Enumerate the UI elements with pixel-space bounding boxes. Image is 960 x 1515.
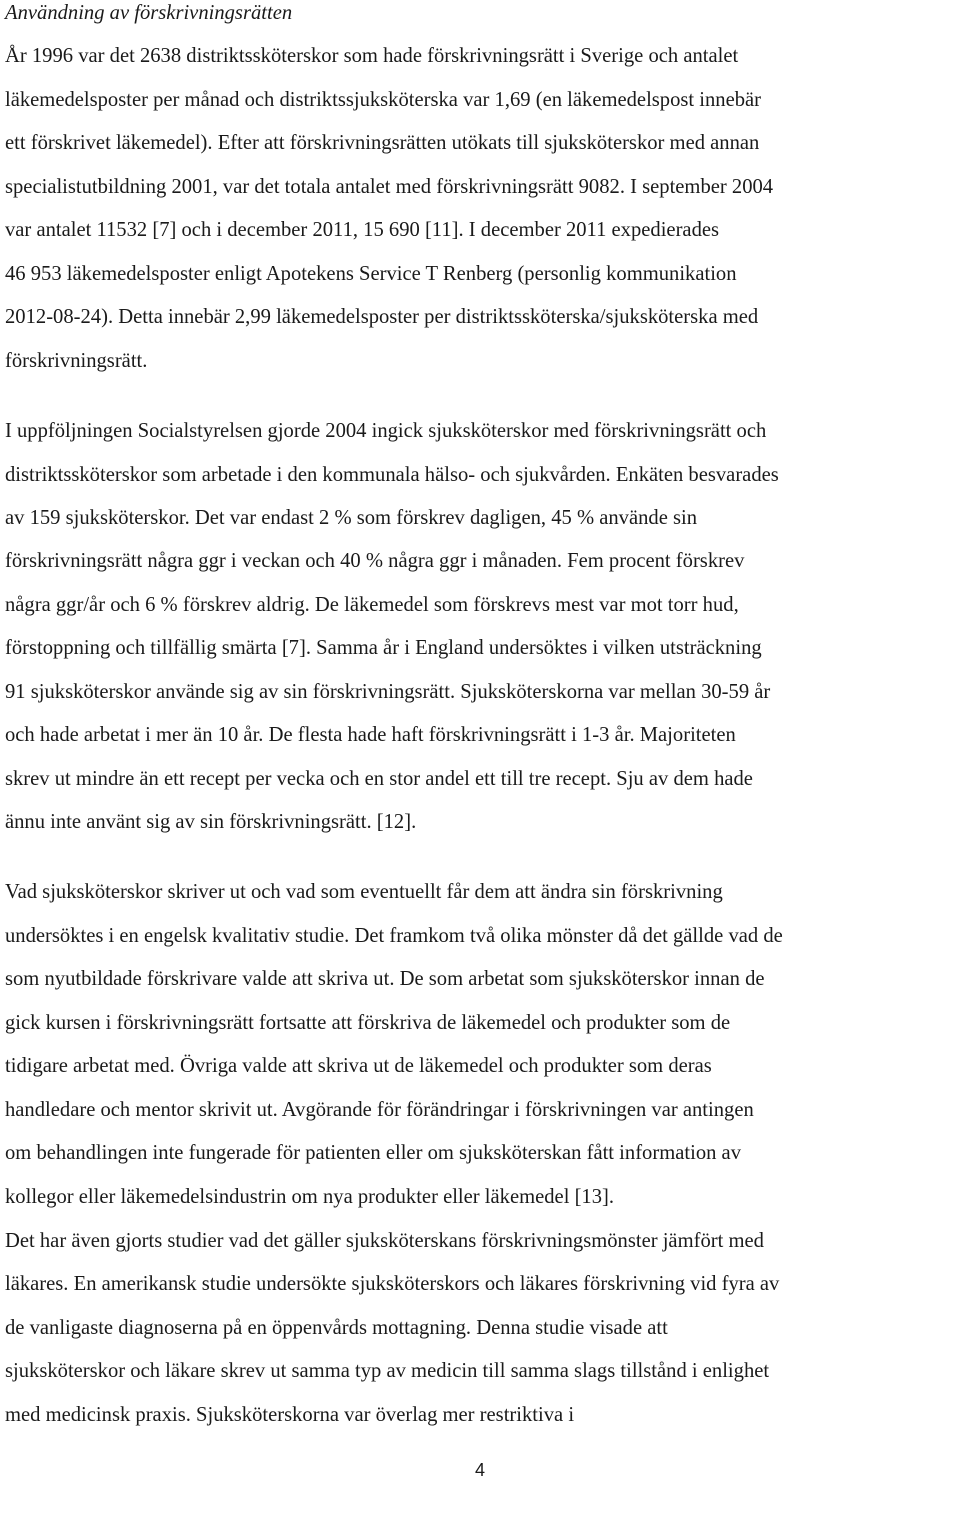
- paragraph-line: skrev ut mindre än ett recept per vecka och en stor andel ett till tre recept. Sju av dem hade: [5, 768, 753, 790]
- paragraph-line: Det har även gjorts studier vad det gäller sjuksköterskans förskrivningsmönster jämfört med: [5, 1230, 764, 1252]
- paragraph-line: 91 sjuksköterskor använde sig av sin förskrivningsrätt. Sjuksköterskorna var mellan 30-59 år: [5, 681, 771, 703]
- paragraph-line: 2012-08-24). Detta innebär 2,99 läkemedelsposter per distriktssköterska/sjuksköterska med: [5, 306, 759, 328]
- paragraph-line: distriktssköterskor som arbetade i den kommunala hälso- och sjukvården. Enkäten besvarades: [5, 464, 779, 486]
- paragraph-line: några ggr/år och 6 % förskrev aldrig. De läkemedel som förskrevs mest var mot torr hud,: [5, 594, 739, 616]
- page-number: 4: [474, 1460, 485, 1480]
- paragraph-line: om behandlingen inte fungerade för patienten eller om sjuksköterskan fått information av: [5, 1142, 741, 1164]
- paragraph-line: 46 953 läkemedelsposter enligt Apotekens Service T Renberg (personlig kommunikation: [5, 263, 737, 285]
- paragraph-line: handledare och mentor skrivit ut. Avgörande för förändringar i förskrivningen var antingen: [5, 1099, 754, 1121]
- paragraph-line: förskrivningsrätt.: [5, 350, 148, 372]
- paragraph-line: ännu inte använt sig av sin förskrivningsrätt. [12].: [5, 811, 417, 833]
- section-heading: Användning av förskrivningsrätten: [5, 2, 293, 24]
- paragraph-line: Vad sjuksköterskor skriver ut och vad som eventuellt får dem att ändra sin förskrivning: [5, 881, 723, 903]
- paragraph-line: läkemedelsposter per månad och distriktssjuksköterska var 1,69 (en läkemedelspost innebär: [5, 89, 762, 111]
- paragraph-line: specialistutbildning 2001, var det totala antalet med förskrivningsrätt 9082. I september 2004: [5, 176, 774, 198]
- paragraph-line: ett förskrivet läkemedel). Efter att förskrivningsrätten utökats till sjuksköterskor med annan: [5, 132, 760, 154]
- paragraph-line: med medicinsk praxis. Sjuksköterskorna var överlag mer restriktiva i: [5, 1404, 575, 1426]
- paragraph-line: förskrivningsrätt några ggr i veckan och 40 % några ggr i månaden. Fem procent förskrev: [5, 550, 745, 572]
- paragraph-line: tidigare arbetat med. Övriga valde att skriva ut de läkemedel och produkter som deras: [5, 1055, 712, 1077]
- paragraph-line: sjuksköterskor och läkare skrev ut samma typ av medicin till samma slags tillstånd i enlighet: [5, 1360, 770, 1382]
- paragraph-line: och hade arbetat i mer än 10 år. De flesta hade haft förskrivningsrätt i 1-3 år. Majoriteten: [5, 724, 736, 746]
- paragraph-line: läkares. En amerikansk studie undersökte sjuksköterskors och läkares förskrivning vid fyra av: [5, 1273, 780, 1295]
- paragraph-line: de vanligaste diagnoserna på en öppenvårds mottagning. Denna studie visade att: [5, 1317, 668, 1339]
- paragraph-line: förstoppning och tillfällig smärta [7]. Samma år i England undersöktes i vilken utsträckning: [5, 637, 762, 659]
- paragraph-line: undersöktes i en engelsk kvalitativ studie. Det framkom två olika mönster då det gällde vad de: [5, 925, 783, 947]
- paragraph-line: gick kursen i förskrivningsrätt fortsatte att förskriva de läkemedel och produkter som de: [5, 1012, 731, 1034]
- paragraph-line: var antalet 11532 [7] och i december 2011, 15 690 [11]. I december 2011 expedierades: [5, 219, 720, 241]
- paragraph-line: av 159 sjuksköterskor. Det var endast 2 % som förskrev dagligen, 45 % använde sin: [5, 507, 698, 529]
- paragraph-line: som nyutbildade förskrivare valde att skriva ut. De som arbetat som sjuksköterskor innan de: [5, 968, 765, 990]
- paragraph-line: År 1996 var det 2638 distriktssköterskor som hade förskrivningsrätt i Sverige och antalet: [5, 45, 739, 67]
- paragraph-line: I uppföljningen Socialstyrelsen gjorde 2004 ingick sjuksköterskor med förskrivningsrätt och: [5, 420, 767, 442]
- paragraph-line: kollegor eller läkemedelsindustrin om nya produkter eller läkemedel [13].: [5, 1186, 615, 1208]
